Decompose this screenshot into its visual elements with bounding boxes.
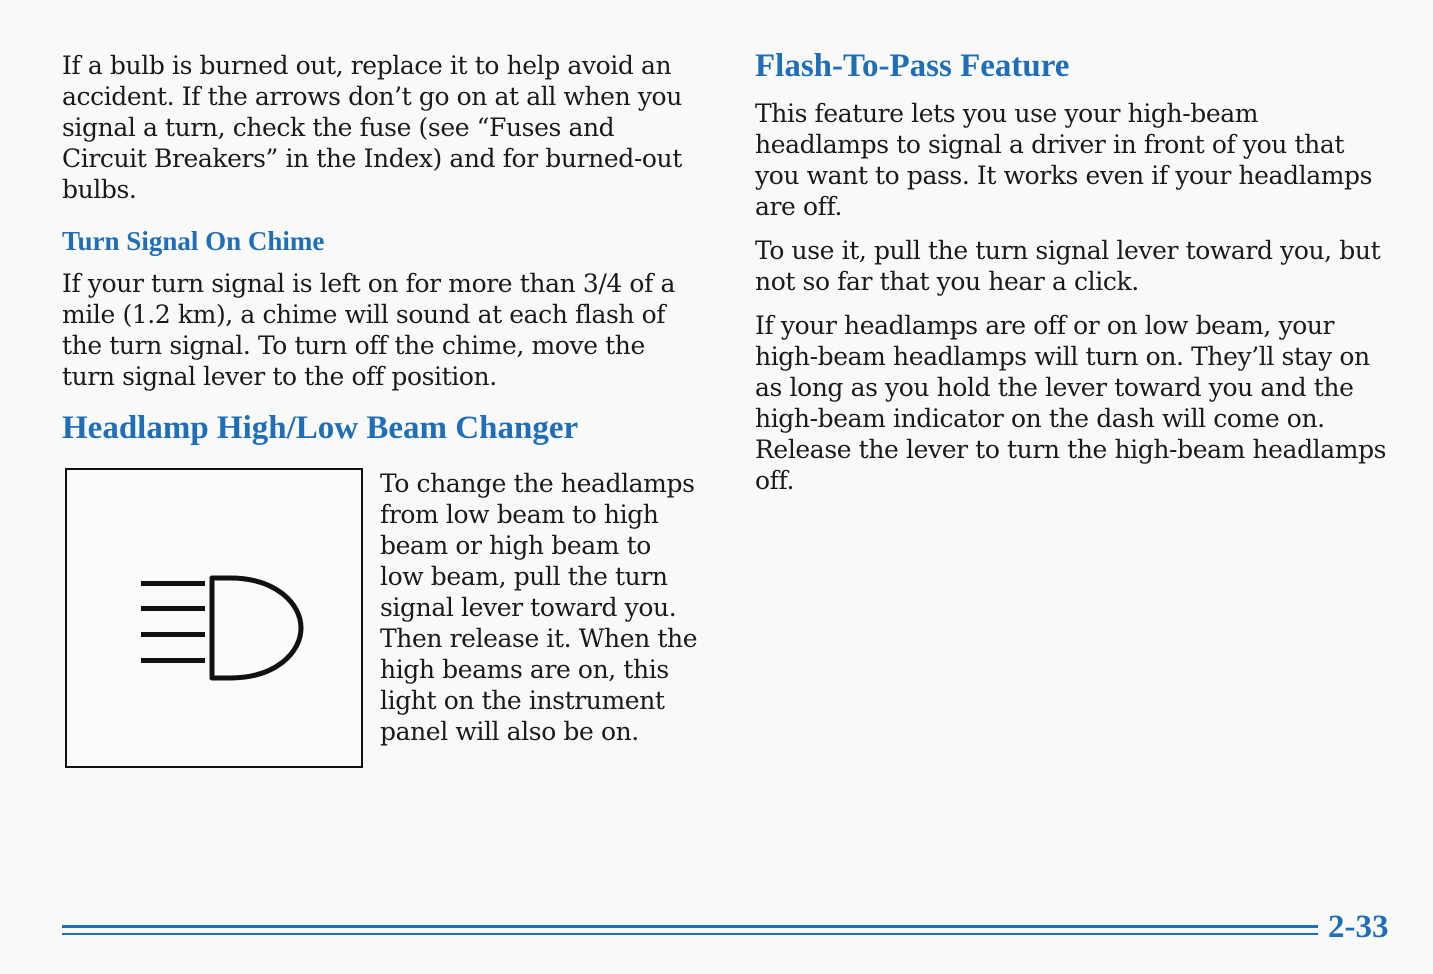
high-beam-symbol-box xyxy=(65,468,363,768)
flash-to-pass-paragraph-1: This feature lets you use your high-beam headlamps to signal a driver in front of you that you want to pass. It works even if your headlamps are off. xyxy=(755,99,1373,221)
turn-signal-chime-paragraph: If your turn signal is left on for more than 3/4 of a mile (1.2 km), a chime will sound at each flash of the turn signal. To turn off the chime, move the turn signal lever to the off position. xyxy=(62,269,675,391)
right-column xyxy=(755,46,1395,496)
beam-changer-paragraph: To change the headlamps from low beam to high beam or high beam to low beam, pull the turn signal lever toward you. Then release it. When the high beams are on, this light on the instrument panel will also be on. xyxy=(380,469,698,746)
flash-to-pass-paragraph-3: If your headlamps are off or on low beam, your high-beam headlamps will turn on. They’ll stay on as long as you hold the lever toward you and the high-beam indicator on the dash will come on. Release the lever to turn the high-beam headlamps off. xyxy=(755,311,1387,495)
flash-to-pass-paragraph-2: To use it, pull the turn signal lever toward you, but not so far that you hear a click. xyxy=(755,236,1381,296)
flash-to-pass-heading: Flash-To-Pass Feature xyxy=(755,48,1070,84)
bulb-replacement-paragraph: If a bulb is burned out, replace it to help avoid an accident. If the arrows don’t go on at all when you signal a turn, check the fuse (see “Fuses and Circuit Breakers” in the Index) and for burned-out bulbs. xyxy=(62,51,682,204)
headlamp-beam-changer-heading: Headlamp High/Low Beam Changer xyxy=(62,410,579,446)
turn-signal-chime-heading: Turn Signal On Chime xyxy=(62,226,325,256)
page-number: 2-33 xyxy=(1328,909,1389,945)
high-beam-indicator-icon xyxy=(135,568,305,688)
left-column xyxy=(62,50,702,778)
footer-rule xyxy=(62,924,1318,940)
beam-changer-figure xyxy=(62,468,702,778)
